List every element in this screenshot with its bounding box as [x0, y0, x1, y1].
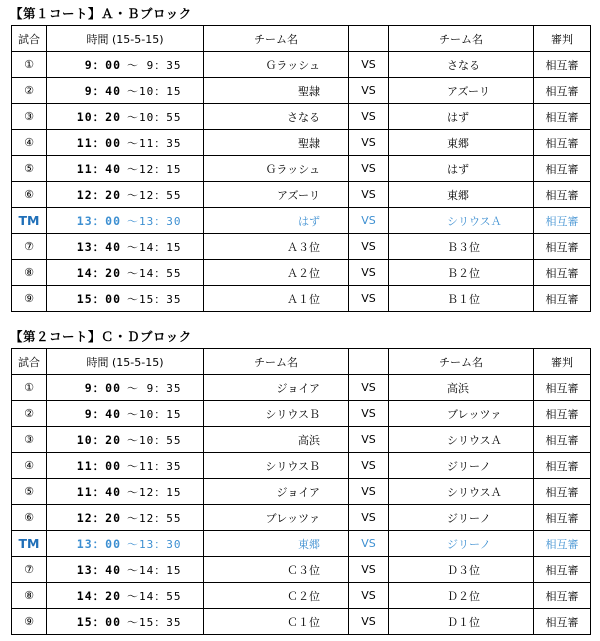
team2-name: Ｂ２位 [389, 260, 534, 286]
table-header-row [12, 349, 591, 375]
vs-label: VS [349, 427, 389, 453]
team2-name: 東郷 [389, 130, 534, 156]
start-time: 15：00 [76, 291, 121, 306]
referee-cell: 相互審 [534, 375, 591, 401]
end-time: ～11：35 [127, 136, 182, 150]
game-number: ⑥ [12, 182, 47, 208]
game-number: ⑤ [12, 156, 47, 182]
referee-cell: 相互審 [534, 182, 591, 208]
vs-label: VS [349, 182, 389, 208]
match-row [12, 401, 591, 427]
team1-name: シリウスＢ [204, 453, 349, 479]
referee-cell: 相互審 [534, 453, 591, 479]
vs-label: VS [349, 260, 389, 286]
start-time: 13：00 [76, 213, 121, 228]
end-time: ～11：35 [127, 459, 182, 473]
referee-cell: 相互審 [534, 427, 591, 453]
vs-label: VS [349, 78, 389, 104]
team1-name: はず [204, 208, 349, 234]
time-cell [47, 375, 204, 401]
end-time: ～14：15 [127, 240, 182, 254]
referee-cell: 相互審 [534, 260, 591, 286]
game-column-header: 試合 [12, 349, 47, 375]
team2-name: はず [389, 156, 534, 182]
referee-cell: 相互審 [534, 208, 591, 234]
start-time: 12：20 [76, 187, 121, 202]
team2-name: ブレッツァ [389, 401, 534, 427]
start-time: 13：40 [76, 562, 121, 577]
time-cell [47, 156, 204, 182]
team2-name: Ｄ１位 [389, 609, 534, 635]
vs-label: VS [349, 583, 389, 609]
vs-label: VS [349, 52, 389, 78]
match-row [12, 286, 591, 312]
court-2-schedule-table [11, 348, 591, 635]
table-header-row [12, 26, 591, 52]
team1-name: Ｃ１位 [204, 609, 349, 635]
time-cell [47, 427, 204, 453]
team1-column-header: チーム名 [204, 349, 349, 375]
team1-column-header: チーム名 [204, 26, 349, 52]
team1-name: Ｇラッシュ [204, 156, 349, 182]
tm-row [12, 531, 591, 557]
match-row [12, 505, 591, 531]
game-number: ⑥ [12, 505, 47, 531]
team1-name: 東郷 [204, 531, 349, 557]
team2-name: シリウスＡ [389, 427, 534, 453]
time-cell [47, 505, 204, 531]
end-time: ～15：35 [127, 292, 182, 306]
game-number: ⑨ [12, 609, 47, 635]
match-row [12, 130, 591, 156]
game-number: ③ [12, 104, 47, 130]
game-number: ④ [12, 130, 47, 156]
start-time: 13：00 [76, 536, 121, 551]
end-time: ～10：55 [127, 110, 182, 124]
team2-name: 高浜 [389, 375, 534, 401]
referee-cell: 相互審 [534, 505, 591, 531]
referee-cell: 相互審 [534, 156, 591, 182]
vs-label: VS [349, 401, 389, 427]
time-cell [47, 583, 204, 609]
team2-name: ジリーノ [389, 453, 534, 479]
vs-label: VS [349, 453, 389, 479]
vs-label: VS [349, 130, 389, 156]
start-time: 9：00 [84, 57, 121, 72]
end-time: ～10：55 [127, 433, 182, 447]
team2-column-header: チーム名 [389, 26, 534, 52]
tm-row [12, 208, 591, 234]
time-cell [47, 78, 204, 104]
team2-name: Ｄ３位 [389, 557, 534, 583]
team2-name: アズーリ [389, 78, 534, 104]
team2-name: 東郷 [389, 182, 534, 208]
referee-cell: 相互審 [534, 583, 591, 609]
game-number: ⑧ [12, 260, 47, 286]
match-row [12, 156, 591, 182]
referee-cell: 相互審 [534, 130, 591, 156]
start-time: 11：40 [76, 484, 121, 499]
match-row [12, 52, 591, 78]
referee-cell: 相互審 [534, 286, 591, 312]
referee-cell: 相互審 [534, 531, 591, 557]
game-number: ⑦ [12, 234, 47, 260]
team1-name: Ｇラッシュ [204, 52, 349, 78]
end-time: ～15：35 [127, 615, 182, 629]
team1-name: Ａ２位 [204, 260, 349, 286]
start-time: 9：40 [84, 83, 121, 98]
time-cell [47, 479, 204, 505]
team1-name: Ｃ２位 [204, 583, 349, 609]
vs-label: VS [349, 557, 389, 583]
vs-label: VS [349, 234, 389, 260]
vs-label: VS [349, 286, 389, 312]
referee-cell: 相互審 [534, 78, 591, 104]
game-number: ⑦ [12, 557, 47, 583]
vs-label: VS [349, 208, 389, 234]
end-time: ～12：15 [127, 162, 182, 176]
referee-column-header: 審判 [534, 349, 591, 375]
match-row [12, 375, 591, 401]
court-1-title: 【第１コート】Ａ・Ｂブロック [10, 6, 192, 21]
match-row [12, 479, 591, 505]
team1-name: Ａ１位 [204, 286, 349, 312]
end-time: ～10：15 [127, 84, 182, 98]
time-cell [47, 208, 204, 234]
team2-name: Ｂ１位 [389, 286, 534, 312]
court-2-title: 【第２コート】Ｃ・Ｄブロック [10, 329, 192, 344]
time-cell [47, 52, 204, 78]
match-row [12, 427, 591, 453]
referee-cell: 相互審 [534, 52, 591, 78]
game-number: ② [12, 78, 47, 104]
game-number: TM [12, 531, 47, 557]
start-time: 13：40 [76, 239, 121, 254]
time-cell [47, 531, 204, 557]
time-cell [47, 234, 204, 260]
start-time: 12：20 [76, 510, 121, 525]
team1-name: ジョイア [204, 375, 349, 401]
match-row [12, 260, 591, 286]
team2-column-header: チーム名 [389, 349, 534, 375]
referee-cell: 相互審 [534, 401, 591, 427]
game-number: ④ [12, 453, 47, 479]
team1-name: 高浜 [204, 427, 349, 453]
time-cell [47, 401, 204, 427]
game-number: ② [12, 401, 47, 427]
end-time: ～13：30 [127, 214, 182, 228]
team2-name: さなる [389, 52, 534, 78]
end-time: ～12：15 [127, 485, 182, 499]
start-time: 10：20 [76, 432, 121, 447]
game-column-header: 試合 [12, 26, 47, 52]
start-time: 11：40 [76, 161, 121, 176]
time-cell [47, 609, 204, 635]
referee-cell: 相互審 [534, 479, 591, 505]
vs-label: VS [349, 104, 389, 130]
team2-name: Ｄ２位 [389, 583, 534, 609]
vs-label: VS [349, 375, 389, 401]
team1-name: シリウスＢ [204, 401, 349, 427]
time-cell [47, 130, 204, 156]
vs-label: VS [349, 609, 389, 635]
end-time: ～14：55 [127, 266, 182, 280]
end-time: ～12：55 [127, 511, 182, 525]
end-time: ～10：15 [127, 407, 182, 421]
team1-name: 聖隷 [204, 130, 349, 156]
team2-name: シリウスＡ [389, 479, 534, 505]
end-time: ～12：55 [127, 188, 182, 202]
match-row [12, 557, 591, 583]
time-column-header: 時間 (15-5-15) [47, 349, 204, 375]
match-row [12, 234, 591, 260]
start-time: 14：20 [76, 588, 121, 603]
start-time: 10：20 [76, 109, 121, 124]
referee-column-header: 審判 [534, 26, 591, 52]
referee-cell: 相互審 [534, 234, 591, 260]
vs-label: VS [349, 479, 389, 505]
team2-name: ジリーノ [389, 505, 534, 531]
start-time: 11：00 [76, 458, 121, 473]
end-time: ～14：15 [127, 563, 182, 577]
start-time: 14：20 [76, 265, 121, 280]
match-row [12, 182, 591, 208]
start-time: 9：40 [84, 406, 121, 421]
team2-name: ジリーノ [389, 531, 534, 557]
end-time: ～14：55 [127, 589, 182, 603]
time-cell [47, 260, 204, 286]
team2-name: シリウスＡ [389, 208, 534, 234]
team1-name: Ａ３位 [204, 234, 349, 260]
vs-column-header [349, 349, 389, 375]
team1-name: 聖隷 [204, 78, 349, 104]
game-number: ⑤ [12, 479, 47, 505]
team1-name: さなる [204, 104, 349, 130]
game-number: ① [12, 375, 47, 401]
time-cell [47, 104, 204, 130]
vs-column-header [349, 26, 389, 52]
vs-label: VS [349, 531, 389, 557]
referee-cell: 相互審 [534, 609, 591, 635]
referee-cell: 相互審 [534, 557, 591, 583]
court-1-schedule-table [11, 25, 591, 312]
time-cell [47, 453, 204, 479]
match-row [12, 609, 591, 635]
vs-label: VS [349, 156, 389, 182]
team2-name: はず [389, 104, 534, 130]
time-cell [47, 557, 204, 583]
time-cell [47, 286, 204, 312]
game-number: ③ [12, 427, 47, 453]
match-row [12, 104, 591, 130]
match-row [12, 78, 591, 104]
team1-name: アズーリ [204, 182, 349, 208]
game-number: TM [12, 208, 47, 234]
match-row [12, 453, 591, 479]
team1-name: Ｃ３位 [204, 557, 349, 583]
team1-name: ブレッツァ [204, 505, 349, 531]
time-cell [47, 182, 204, 208]
team2-name: Ｂ３位 [389, 234, 534, 260]
referee-cell: 相互審 [534, 104, 591, 130]
start-time: 15：00 [76, 614, 121, 629]
vs-label: VS [349, 505, 389, 531]
end-time: ～ 9：35 [127, 58, 182, 72]
match-row [12, 583, 591, 609]
game-number: ⑨ [12, 286, 47, 312]
end-time: ～ 9：35 [127, 381, 182, 395]
game-number: ① [12, 52, 47, 78]
end-time: ～13：30 [127, 537, 182, 551]
game-number: ⑧ [12, 583, 47, 609]
start-time: 9：00 [84, 380, 121, 395]
team1-name: ジョイア [204, 479, 349, 505]
time-column-header: 時間 (15-5-15) [47, 26, 204, 52]
start-time: 11：00 [76, 135, 121, 150]
